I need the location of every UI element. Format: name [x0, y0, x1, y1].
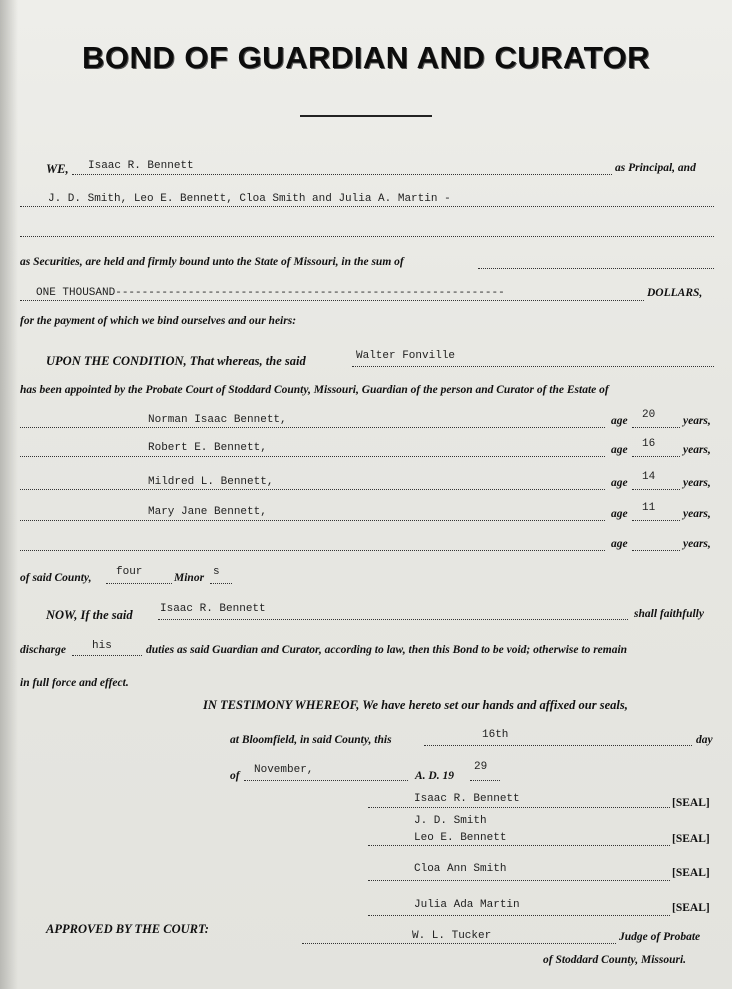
minor-name-line — [20, 427, 605, 428]
ad-label: A. D. 19 — [415, 770, 454, 782]
securities-line-2 — [20, 236, 714, 237]
of-label: of — [230, 770, 240, 782]
appointed-text: has been appointed by the Probate Court of Stoddard County, Missouri, Guardian of the person and Curator of the Estate of — [20, 384, 609, 396]
minor-name: Mildred L. Bennett, — [148, 476, 274, 488]
seal-label: [SEAL] — [672, 833, 710, 845]
title-underline — [300, 115, 432, 117]
approved-by-court-label: APPROVED BY THE COURT: — [46, 922, 209, 936]
upon-condition-label: UPON THE CONDITION, That whereas, the said — [46, 354, 306, 368]
now-name-line — [158, 619, 628, 620]
dollars-label: DOLLARS, — [647, 287, 703, 299]
age-label: age — [611, 538, 628, 550]
day-line — [424, 745, 692, 746]
minor-name: Mary Jane Bennett, — [148, 506, 267, 518]
sum-line — [20, 300, 644, 301]
now-label: NOW, If the said — [46, 608, 133, 622]
discharge-label: discharge — [20, 644, 66, 656]
minor-suffix-line — [210, 583, 232, 584]
years-label: years, — [683, 477, 711, 489]
walter-fonville-name: Walter Fonville — [356, 350, 456, 362]
signature-name: Isaac R. Bennett — [414, 793, 520, 805]
judge-line — [302, 943, 616, 944]
pronoun-value: his — [92, 640, 112, 652]
said-name-line — [352, 366, 714, 367]
signature-name: J. D. Smith — [414, 815, 487, 827]
seal-label: [SEAL] — [672, 902, 710, 914]
minor-age: 16 — [642, 438, 656, 450]
signature-line — [368, 915, 670, 916]
minor-count-line — [106, 583, 172, 584]
minor-age-line — [632, 520, 680, 521]
judge-name: W. L. Tucker — [412, 930, 492, 942]
minor-age-line — [632, 427, 680, 428]
minor-count: four — [116, 566, 143, 578]
duties-text: duties as said Guardian and Curator, according to law, then this Bond to be void; otherwise to remain — [146, 644, 628, 656]
years-label: years, — [683, 538, 711, 550]
now-said-name: Isaac R. Bennett — [160, 603, 266, 615]
years-label: years, — [683, 444, 711, 456]
age-label: age — [611, 415, 628, 427]
held-line — [478, 268, 714, 269]
years-label: years, — [683, 415, 711, 427]
day-value: 16th — [482, 729, 509, 741]
document-title: BOND OF GUARDIAN AND CURATOR — [82, 40, 650, 75]
minor-name-line — [20, 520, 605, 521]
minor-age-line — [632, 456, 680, 457]
age-label: age — [611, 477, 628, 489]
year-suffix: 29 — [474, 761, 488, 773]
signature-name: Julia Ada Martin — [414, 899, 520, 911]
pronoun-line — [72, 655, 142, 656]
testimony-heading: IN TESTIMONY WHEREOF, We have hereto set our hands and affixed our seals, — [203, 698, 628, 712]
minor-age: 14 — [642, 471, 656, 483]
securities-line-1 — [20, 206, 714, 207]
seal-label: [SEAL] — [672, 867, 710, 879]
year-line — [470, 780, 500, 781]
minor-age: 20 — [642, 409, 656, 421]
as-principal-label: as Principal, and — [615, 162, 696, 174]
years-label: years, — [683, 508, 711, 520]
day-label: day — [696, 734, 713, 746]
month-value: November, — [254, 764, 314, 776]
judge-title: Judge of Probate — [619, 931, 701, 943]
principal-name: Isaac R. Bennett — [88, 160, 194, 172]
minor-name-line — [20, 456, 605, 457]
signature-line — [368, 880, 670, 881]
minor-name-line — [20, 489, 605, 490]
securities-names: J. D. Smith, Leo E. Bennett, Cloa Smith and Julia A. Martin - — [48, 193, 451, 205]
seal-label: [SEAL] — [672, 797, 710, 809]
at-bloomfield-text: at Bloomfield, in said County, this — [230, 734, 392, 746]
age-label: age — [611, 508, 628, 520]
minor-label: Minor — [174, 572, 205, 584]
signature-line — [368, 807, 670, 808]
payment-text: for the payment of which we bind ourselves and our heirs: — [20, 315, 297, 327]
held-bound-text: as Securities, are held and firmly bound unto the State of Missouri, in the sum of — [20, 256, 404, 268]
minor-age: 11 — [642, 502, 656, 514]
of-said-county-label: of said County, — [20, 572, 92, 584]
signature-name: Cloa Ann Smith — [414, 863, 507, 875]
county-line: of Stoddard County, Missouri. — [543, 954, 687, 966]
minor-suffix: s — [213, 566, 220, 578]
minor-name: Robert E. Bennett, — [148, 442, 267, 454]
principal-line — [72, 174, 612, 175]
we-label: WE, — [46, 162, 69, 176]
sum-amount: ONE THOUSAND----------------------------------------------------------- — [36, 287, 505, 299]
signature-name: Leo E. Bennett — [414, 832, 507, 844]
shall-faithfully-label: shall faithfully — [634, 608, 704, 620]
age-label: age — [611, 444, 628, 456]
minor-age-line — [632, 489, 680, 490]
minor-name-line — [20, 550, 605, 551]
minor-name: Norman Isaac Bennett, — [148, 414, 287, 426]
in-full-force-text: in full force and effect. — [20, 677, 129, 689]
signature-line — [368, 845, 670, 846]
month-line — [244, 780, 408, 781]
minor-age-line — [632, 550, 680, 551]
